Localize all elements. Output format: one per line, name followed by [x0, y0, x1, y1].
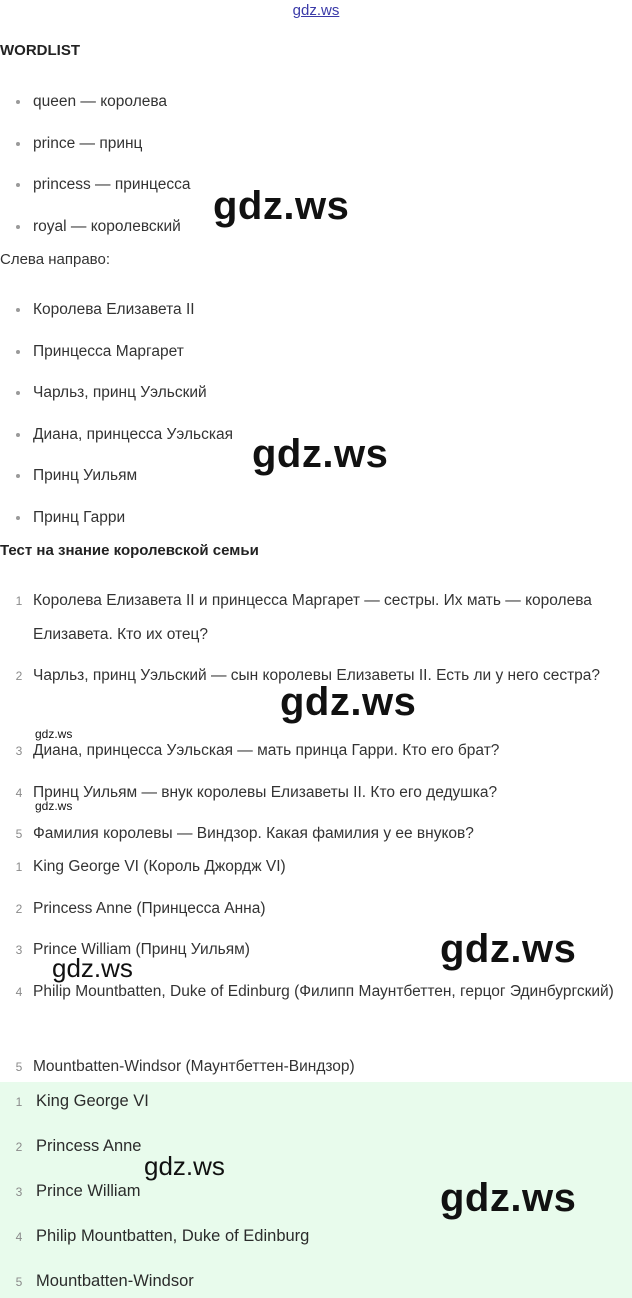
watermark: gdz.ws	[440, 1176, 577, 1220]
quiz-heading: Тест на знание королевской семьи	[0, 542, 259, 559]
wordlist-heading: WORDLIST	[0, 42, 80, 59]
bullet-icon	[16, 183, 20, 187]
watermark: gdz.ws	[35, 727, 73, 741]
bullet-icon	[16, 474, 20, 478]
site-link[interactable]: gdz.ws	[292, 2, 340, 19]
bullet-icon	[16, 433, 20, 437]
watermark: gdz.ws	[252, 432, 389, 476]
bullet-icon	[16, 100, 20, 104]
bullet-icon	[16, 350, 20, 354]
bullet-icon	[16, 308, 20, 312]
left-to-right-label: Слева направо:	[0, 251, 110, 268]
watermark: gdz.ws	[280, 680, 417, 724]
bullet-icon	[16, 142, 20, 146]
bullet-icon	[16, 225, 20, 229]
watermark: gdz.ws	[440, 927, 577, 971]
bullet-icon	[16, 391, 20, 395]
watermark: gdz.ws	[213, 184, 350, 228]
watermark: gdz.ws	[35, 799, 73, 813]
watermark: gdz.ws	[144, 1151, 225, 1181]
bullet-icon	[16, 516, 20, 520]
watermark: gdz.ws	[52, 953, 133, 983]
